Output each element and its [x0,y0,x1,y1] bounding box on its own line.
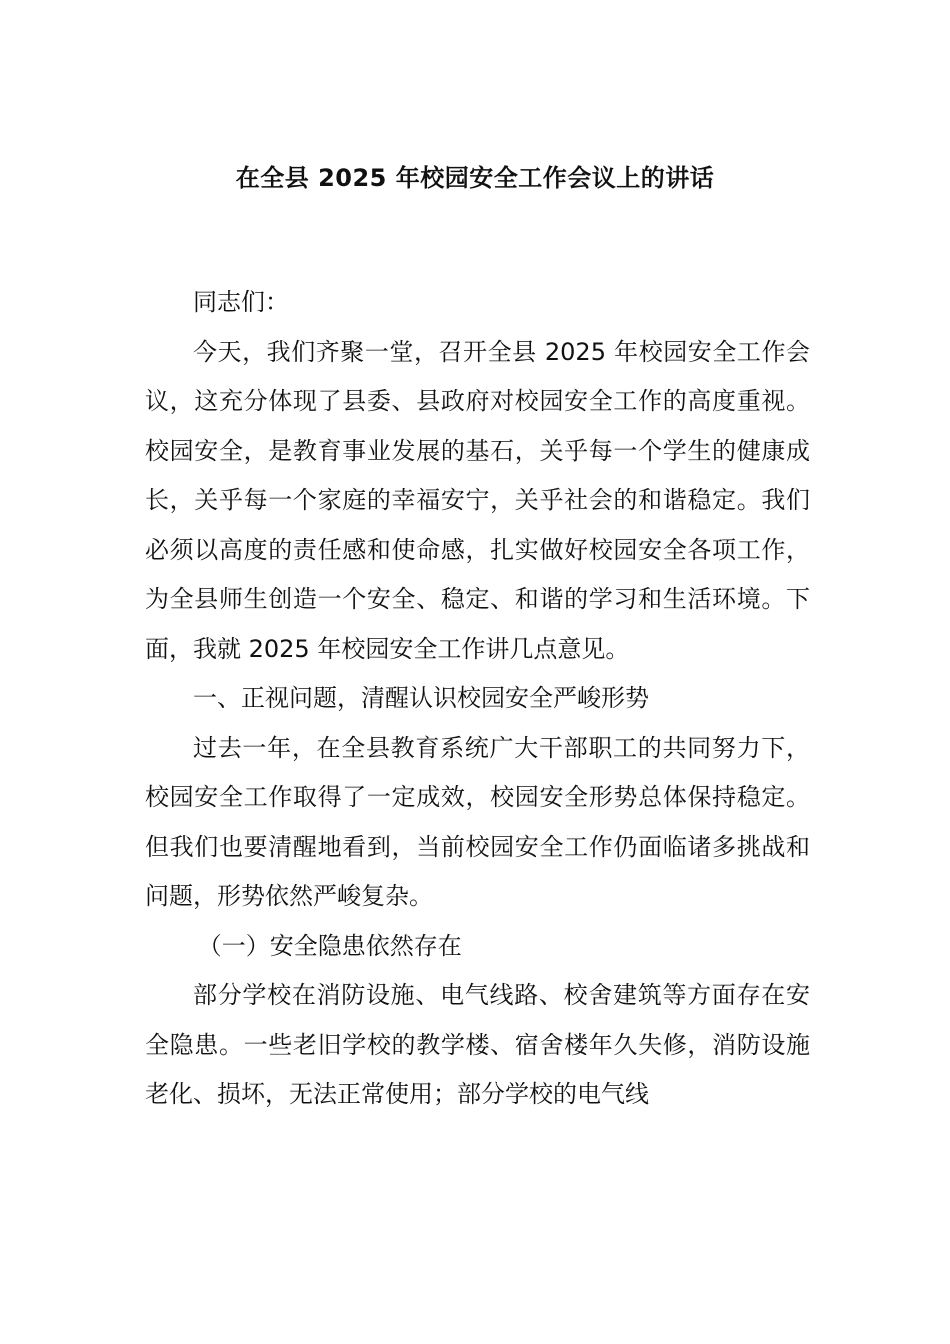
section-paragraph-1: 过去一年，在全县教育系统广大干部职工的共同努力下，校园安全工作取得了一定成效，校园安全形势总体保持稳定。但我们也要清醒地看到，当前校园安全工作仍面临诸多挑战和问题，形势依然严峻复杂。 [145,733,810,910]
subsection-heading-1: （一）安全隐患依然存在 [197,931,462,960]
section-heading-1: 一、正视问题，清醒认识校园安全严峻形势 [193,684,649,712]
document-title: 在全县 2025 年校园安全工作会议上的讲话 [235,164,715,192]
subsection-paragraph-1: 部分学校在消防设施、电气线路、校舍建筑等方面存在安全隐患。一些老旧学校的教学楼、宿舍楼年久失修，消防设施老化、损坏，无法正常使用；部分学校的电气线 [145,981,810,1108]
salutation: 同志们： [193,288,289,316]
intro-paragraph: 今天，我们齐聚一堂，召开全县 2025 年校园安全工作会议，这充分体现了县委、县政府对校园安全工作的高度重视。校园安全，是教育事业发展的基石，关乎每一个学生的健康成长，关乎每一个家庭的幸福安宁，关乎社会的和谐稳定。我们必须以高度的责任感和使命感，扎实做好校园安全各项工作，为全县师生创造一个安全、稳定、和谐的学习和生活环境。下面，我就 2025 年校园安全工作讲几点意见。 [145,337,810,663]
document-body [145,278,810,1120]
